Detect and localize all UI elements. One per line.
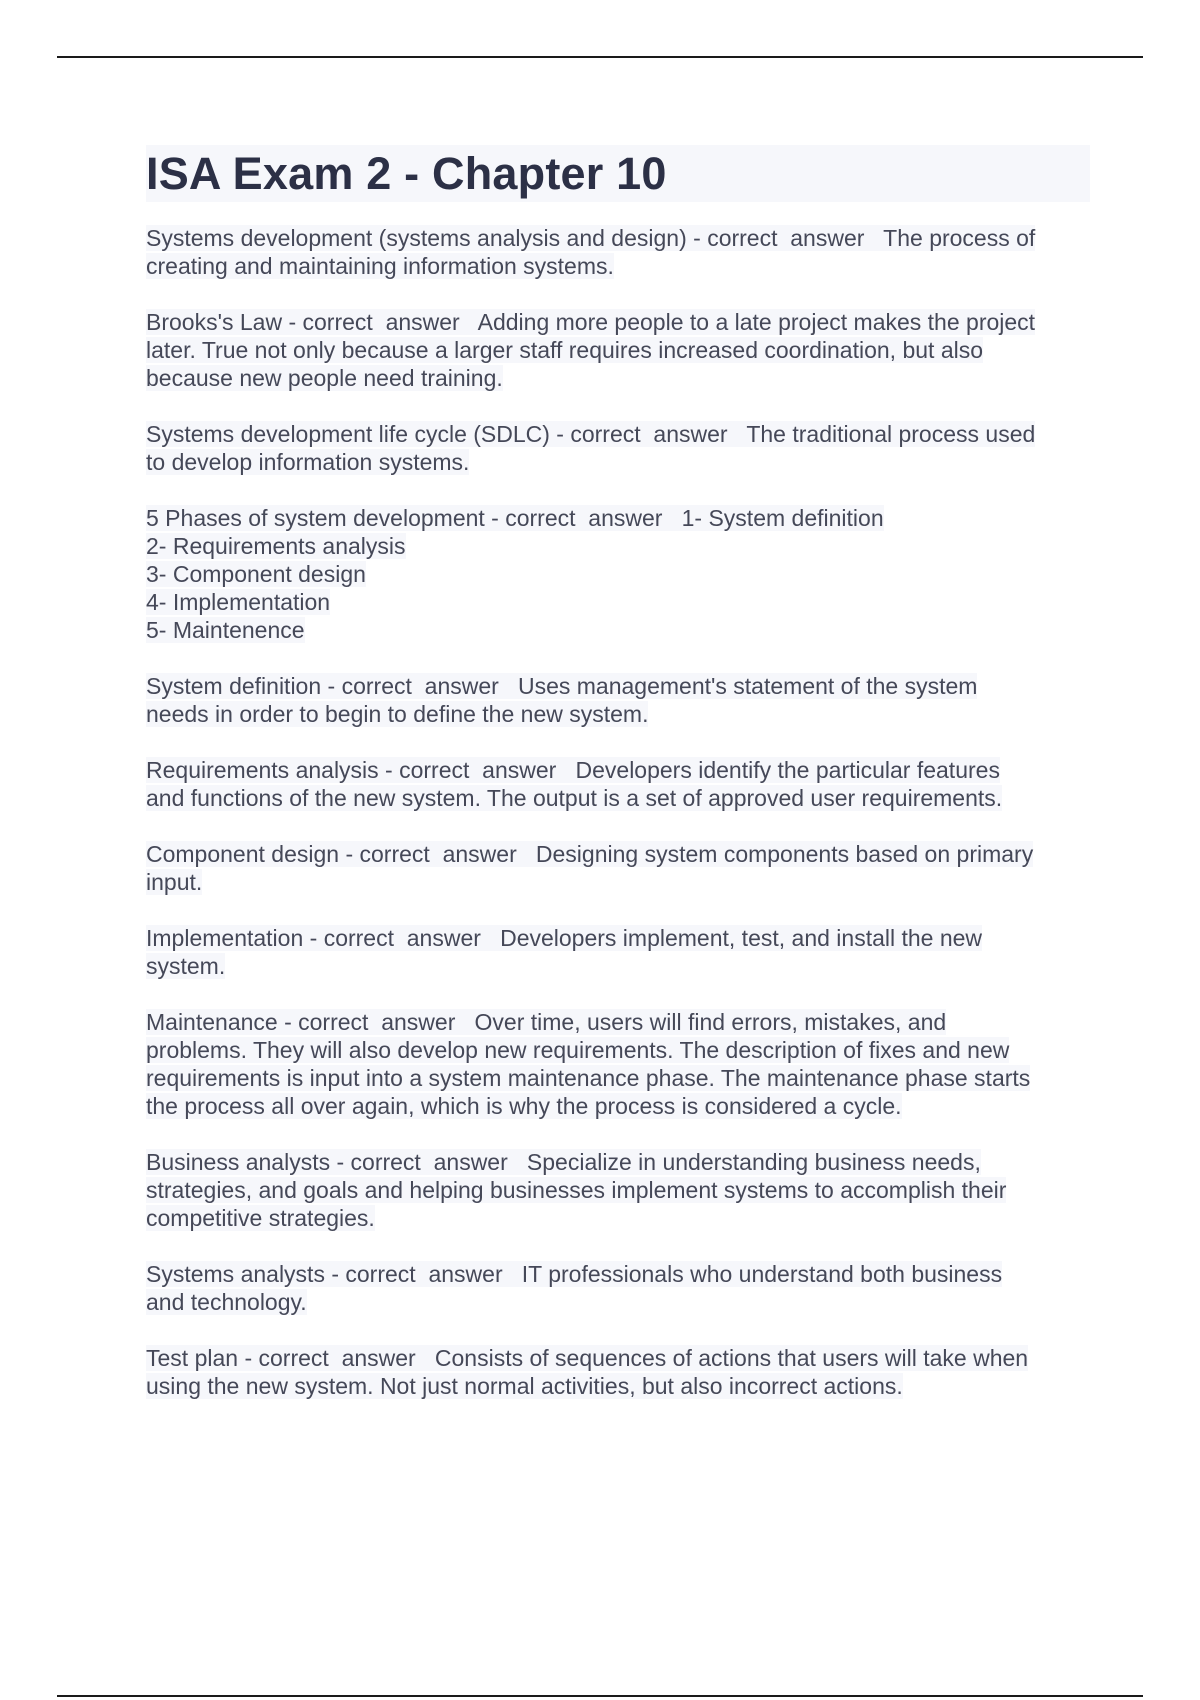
line-highlight <box>146 1093 902 1119</box>
entry-continuation-line <box>146 1036 1090 1064</box>
flashcard-entry <box>146 672 1090 728</box>
entry-continuation-line <box>146 868 1090 896</box>
line-highlight <box>146 561 366 587</box>
title-banner <box>146 145 1090 202</box>
line-highlight <box>146 1289 307 1315</box>
line-highlight <box>146 253 614 279</box>
entry-definition-text: 2- Requirements analysis <box>146 533 406 559</box>
entry-definition-text: 4- Implementation <box>146 589 331 615</box>
entry-definition-text: Over time, users will find errors, mistakes, and <box>474 1009 947 1035</box>
flashcard-entry <box>146 504 1090 644</box>
entry-term: Requirements analysis <box>146 757 379 783</box>
entry-answer-label: - correct answer <box>339 841 536 867</box>
line-highlight <box>146 1345 1028 1371</box>
entry-definition-text: the process all over again, which is why the process is considered a cycle. <box>146 1093 902 1119</box>
line-highlight <box>146 701 648 727</box>
entry-first-line <box>146 420 1090 448</box>
line-highlight <box>146 617 305 643</box>
page-top-rule <box>57 56 1143 58</box>
entry-continuation-line <box>146 252 1090 280</box>
entry-term: Business analysts <box>146 1149 331 1175</box>
line-highlight <box>146 869 202 895</box>
line-highlight <box>146 925 982 951</box>
flashcard-entry <box>146 840 1090 896</box>
entry-continuation-line <box>146 336 1090 364</box>
entry-continuation-line <box>146 448 1090 476</box>
flashcard-entry <box>146 420 1090 476</box>
entry-definition-text: Uses management's statement of the system <box>517 673 978 699</box>
flashcard-entry <box>146 924 1090 980</box>
line-highlight <box>146 505 884 531</box>
entry-answer-label: - correct answer <box>303 925 501 951</box>
entry-definition-text: strategies, and goals and helping businesses implement systems to accomplish their <box>146 1177 1007 1203</box>
entry-definition-text: system. <box>146 953 226 979</box>
entry-first-line <box>146 840 1090 868</box>
entry-definition-text: requirements is input into a system maintenance phase. The maintenance phase starts <box>146 1065 1031 1091</box>
line-highlight <box>146 841 1033 867</box>
entry-answer-label: - correct answer <box>686 225 884 251</box>
flashcard-entry <box>146 1008 1090 1120</box>
line-highlight <box>146 589 330 615</box>
entry-definition-text: 1- System definition <box>681 505 884 531</box>
flashcard-entry <box>146 1148 1090 1232</box>
line-highlight <box>146 1177 1006 1203</box>
entry-definition-text: because new people need training. <box>146 365 503 391</box>
flashcard-entry <box>146 308 1090 392</box>
entry-definition-text: competitive strategies. <box>146 1205 375 1231</box>
document-body <box>146 145 1090 1428</box>
entry-first-line <box>146 1148 1090 1176</box>
entry-continuation-line <box>146 1064 1090 1092</box>
entry-term: Systems analysts <box>146 1261 325 1287</box>
entry-term: Component design <box>146 841 340 867</box>
entry-answer-label: - correct answer <box>330 1149 527 1175</box>
line-highlight <box>146 309 1035 335</box>
entry-answer-label: - correct answer <box>378 757 576 783</box>
entry-answer-label: - correct answer <box>238 1345 435 1371</box>
entry-definition-text: Developers implement, test, and install the new <box>500 925 983 951</box>
entry-definition-text: Adding more people to a late project makes the project <box>477 309 1036 335</box>
entry-answer-label: - correct answer <box>321 673 518 699</box>
entry-first-line <box>146 224 1090 252</box>
entry-definition-text: and technology. <box>146 1289 307 1315</box>
entry-continuation-line <box>146 560 1090 588</box>
entry-definition-text: 3- Component design <box>146 561 366 587</box>
flashcard-entry <box>146 1260 1090 1316</box>
entry-first-line <box>146 672 1090 700</box>
entry-first-line <box>146 756 1090 784</box>
entry-definition-text: The process of <box>883 225 1036 251</box>
entry-continuation-line <box>146 1092 1090 1120</box>
entry-definition-text: Specialize in understanding business needs, <box>526 1149 981 1175</box>
line-highlight <box>146 1373 903 1399</box>
entry-continuation-line <box>146 1372 1090 1400</box>
entry-answer-label: - correct answer <box>324 1261 522 1287</box>
entry-continuation-line <box>146 952 1090 980</box>
entry-definition-text: Developers identify the particular features <box>575 757 1000 783</box>
entry-definition-text: IT professionals who understand both business <box>521 1261 1003 1287</box>
entry-definition-text: The traditional process used <box>746 421 1036 447</box>
entry-answer-label: - correct answer <box>549 421 747 447</box>
line-highlight <box>146 1065 1030 1091</box>
entry-first-line <box>146 1344 1090 1372</box>
flashcard-entry <box>146 1344 1090 1400</box>
entry-continuation-line <box>146 1176 1090 1204</box>
entry-first-line <box>146 1260 1090 1288</box>
line-highlight <box>146 421 1035 447</box>
entry-continuation-line <box>146 588 1090 616</box>
entry-term: 5 Phases of system development <box>146 505 485 531</box>
entry-continuation-line <box>146 364 1090 392</box>
entry-first-line <box>146 1008 1090 1036</box>
entry-definition-text: using the new system. Not just normal activities, but also incorrect actions. <box>146 1373 903 1399</box>
line-highlight <box>146 1149 981 1175</box>
entry-definition-text: and functions of the new system. The output is a set of approved user requirements. <box>146 785 1003 811</box>
entry-first-line <box>146 504 1090 532</box>
entry-continuation-line <box>146 532 1090 560</box>
entry-definition-text: creating and maintaining information systems. <box>146 253 614 279</box>
line-highlight <box>146 449 469 475</box>
line-highlight <box>146 1037 1009 1063</box>
entry-definition-text: to develop information systems. <box>146 449 470 475</box>
flashcard-entry <box>146 224 1090 280</box>
entry-definition-text: 5- Maintenence <box>146 617 305 643</box>
entry-definition-text: Designing system components based on primary <box>535 841 1034 867</box>
entry-first-line <box>146 924 1090 952</box>
entry-answer-label: - correct answer <box>484 505 682 531</box>
line-highlight <box>146 365 503 391</box>
entry-answer-label: - correct answer <box>277 1009 475 1035</box>
line-highlight <box>146 225 1035 251</box>
entry-continuation-line <box>146 700 1090 728</box>
page-title: ISA Exam 2 - Chapter 10 <box>146 148 667 199</box>
line-highlight <box>146 785 1002 811</box>
page-bottom-rule <box>57 1695 1143 1697</box>
entry-term: Implementation <box>146 925 304 951</box>
entry-term: Brooks's Law <box>146 309 283 335</box>
entry-definition-text: input. <box>146 869 203 895</box>
line-highlight <box>146 757 1000 783</box>
entry-definition-text: Consists of sequences of actions that users will take when <box>434 1345 1029 1371</box>
entry-continuation-line <box>146 1288 1090 1316</box>
line-highlight <box>146 337 983 363</box>
line-highlight <box>146 1261 1002 1287</box>
entry-continuation-line <box>146 1204 1090 1232</box>
entry-term: System definition <box>146 673 322 699</box>
entry-continuation-line <box>146 616 1090 644</box>
entry-definition-text: problems. They will also develop new requirements. The description of fixes and new <box>146 1037 1010 1063</box>
entry-first-line <box>146 308 1090 336</box>
line-highlight <box>146 1205 375 1231</box>
entry-term: Systems development (systems analysis and design) <box>146 225 687 251</box>
entry-definition-text: needs in order to begin to define the new system. <box>146 701 649 727</box>
entry-answer-label: - correct answer <box>282 309 478 335</box>
flashcard-list <box>146 224 1090 1400</box>
entry-continuation-line <box>146 784 1090 812</box>
line-highlight <box>146 953 225 979</box>
line-highlight <box>146 1009 946 1035</box>
line-highlight <box>146 533 406 559</box>
entry-definition-text: later. True not only because a larger staff requires increased coordination, but also <box>146 337 984 363</box>
line-highlight <box>146 673 977 699</box>
flashcard-entry <box>146 756 1090 812</box>
entry-term: Test plan <box>146 1345 239 1371</box>
entry-term: Maintenance <box>146 1009 278 1035</box>
entry-term: Systems development life cycle (SDLC) <box>146 421 550 447</box>
